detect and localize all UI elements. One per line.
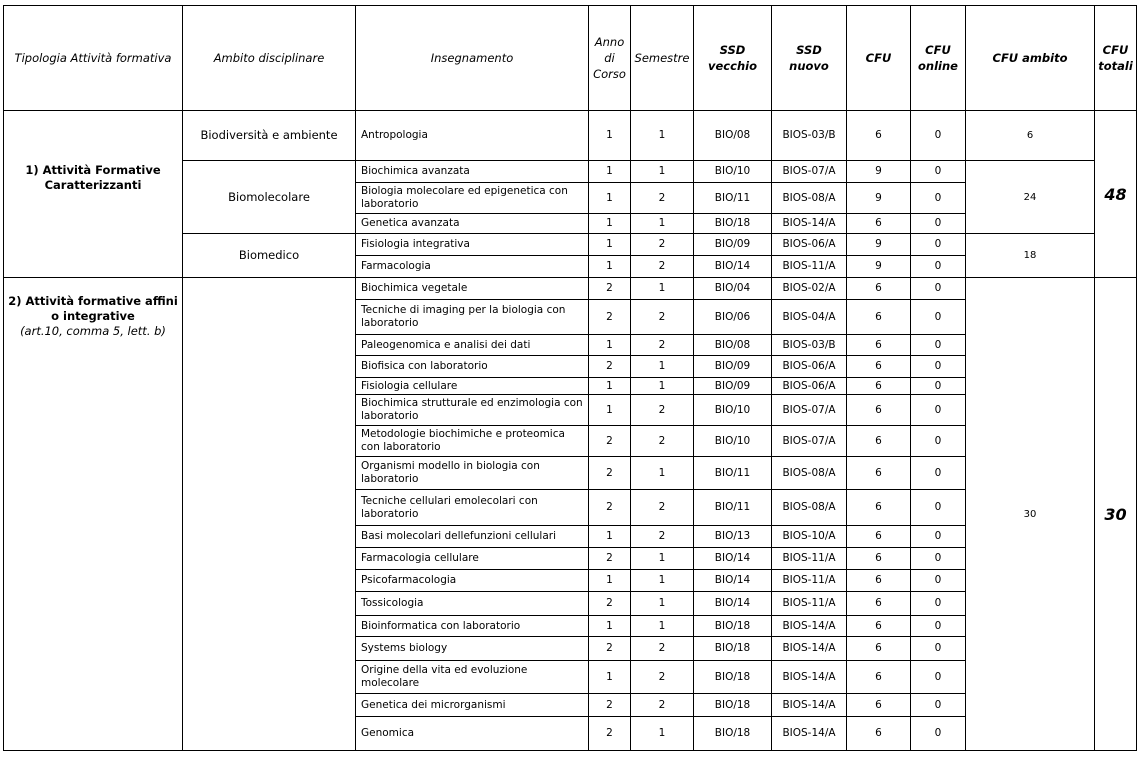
ambito-cell: Biodiversità e ambiente — [183, 111, 356, 161]
semestre-cell: 2 — [631, 234, 694, 256]
ssd-nuovo-cell: BIOS-06/A — [772, 234, 847, 256]
ssd-nuovo-cell: BIOS-07/A — [772, 161, 847, 183]
ssd-vecchio-cell: BIO/08 — [694, 335, 772, 356]
ssd-vecchio-cell: BIO/14 — [694, 548, 772, 570]
semestre-cell: 2 — [631, 694, 694, 717]
cfu-online-cell: 0 — [911, 637, 966, 661]
curriculum-table — [3, 5, 1137, 751]
semestre-cell: 2 — [631, 300, 694, 335]
cfu-online-cell: 0 — [911, 395, 966, 426]
cfu-online-cell: 0 — [911, 426, 966, 457]
insegnamento-cell: Tecniche cellulari emolecolari con laboratorio — [356, 490, 589, 526]
insegnamento-cell: Biochimica avanzata — [356, 161, 589, 183]
cfu-online-cell: 0 — [911, 300, 966, 335]
tipologia-affini — [4, 278, 183, 751]
ssd-nuovo-cell: BIOS-04/A — [772, 300, 847, 335]
anno-cell: 2 — [589, 457, 631, 490]
cfu-cell: 6 — [847, 592, 911, 616]
ssd-nuovo-cell: BIOS-07/A — [772, 426, 847, 457]
cfu-cell: 6 — [847, 335, 911, 356]
anno-cell: 1 — [589, 335, 631, 356]
insegnamento-cell: Organismi modello in biologia con laboratorio — [356, 457, 589, 490]
semestre-cell: 1 — [631, 356, 694, 378]
cfu-online-cell: 0 — [911, 694, 966, 717]
cfu-online-cell: 0 — [911, 526, 966, 548]
cfu-cell: 6 — [847, 111, 911, 161]
ssd-nuovo-cell: BIOS-14/A — [772, 717, 847, 751]
ssd-vecchio-cell: BIO/14 — [694, 570, 772, 592]
anno-cell: 2 — [589, 356, 631, 378]
semestre-cell: 1 — [631, 548, 694, 570]
semestre-cell: 2 — [631, 526, 694, 548]
cfu-cell: 6 — [847, 661, 911, 694]
cfu-cell: 6 — [847, 548, 911, 570]
semestre-cell: 1 — [631, 161, 694, 183]
ssd-vecchio-cell: BIO/09 — [694, 378, 772, 395]
semestre-cell: 2 — [631, 335, 694, 356]
cfu-online-cell: 0 — [911, 457, 966, 490]
ssd-nuovo-cell: BIOS-08/A — [772, 457, 847, 490]
cfu-cell: 6 — [847, 395, 911, 426]
header-cfu-ambito: CFU ambito — [966, 6, 1095, 111]
cfu-cell: 6 — [847, 694, 911, 717]
ssd-nuovo-cell: BIOS-11/A — [772, 256, 847, 278]
ssd-nuovo-cell: BIOS-03/B — [772, 335, 847, 356]
ssd-vecchio-cell: BIO/18 — [694, 637, 772, 661]
insegnamento-cell: Bioinformatica con laboratorio — [356, 616, 589, 637]
ssd-vecchio-cell: BIO/18 — [694, 661, 772, 694]
ssd-nuovo-cell: BIOS-14/A — [772, 214, 847, 234]
header-row — [4, 6, 1137, 111]
cfu-ambito-affini: 30 — [966, 278, 1095, 751]
header-cfu: CFU — [847, 6, 911, 111]
anno-cell: 2 — [589, 426, 631, 457]
cfu-online-cell: 0 — [911, 616, 966, 637]
table-body — [4, 111, 1137, 751]
insegnamento-cell: Origine della vita ed evoluzione molecolare — [356, 661, 589, 694]
cfu-cell: 9 — [847, 183, 911, 214]
cfu-online-cell: 0 — [911, 111, 966, 161]
ssd-vecchio-cell: BIO/14 — [694, 256, 772, 278]
anno-cell: 1 — [589, 395, 631, 426]
ssd-vecchio-cell: BIO/09 — [694, 356, 772, 378]
ssd-nuovo-cell: BIOS-08/A — [772, 490, 847, 526]
anno-cell: 1 — [589, 214, 631, 234]
cfu-cell: 6 — [847, 378, 911, 395]
anno-cell: 1 — [589, 570, 631, 592]
cfu-online-cell: 0 — [911, 661, 966, 694]
cfu-ambito-cell: 24 — [966, 161, 1095, 234]
insegnamento-cell: Tossicologia — [356, 592, 589, 616]
insegnamento-cell: Genomica — [356, 717, 589, 751]
tipologia-affini-note: (art.10, comma 5, lett. b) — [20, 324, 166, 338]
cfu-online-cell: 0 — [911, 548, 966, 570]
cfu-online-cell: 0 — [911, 490, 966, 526]
insegnamento-cell: Biofisica con laboratorio — [356, 356, 589, 378]
insegnamento-cell: Fisiologia integrativa — [356, 234, 589, 256]
semestre-cell: 2 — [631, 661, 694, 694]
ssd-vecchio-cell: BIO/11 — [694, 490, 772, 526]
semestre-cell: 1 — [631, 570, 694, 592]
ssd-nuovo-cell: BIOS-10/A — [772, 526, 847, 548]
insegnamento-cell: Farmacologia cellulare — [356, 548, 589, 570]
semestre-cell: 1 — [631, 214, 694, 234]
ambito-cell: Biomedico — [183, 234, 356, 278]
cfu-online-cell: 0 — [911, 234, 966, 256]
semestre-cell: 2 — [631, 395, 694, 426]
header-insegnamento: Insegnamento — [356, 6, 589, 111]
ssd-vecchio-cell: BIO/18 — [694, 717, 772, 751]
cfu-ambito-cell: 18 — [966, 234, 1095, 278]
semestre-cell: 2 — [631, 183, 694, 214]
insegnamento-cell: Antropologia — [356, 111, 589, 161]
anno-cell: 2 — [589, 300, 631, 335]
insegnamento-cell: Genetica avanzata — [356, 214, 589, 234]
insegnamento-cell: Paleogenomica e analisi dei dati — [356, 335, 589, 356]
cfu-cell: 9 — [847, 256, 911, 278]
cfu-ambito-cell: 6 — [966, 111, 1095, 161]
insegnamento-cell: Biochimica vegetale — [356, 278, 589, 300]
semestre-cell: 1 — [631, 592, 694, 616]
ssd-vecchio-cell: BIO/10 — [694, 426, 772, 457]
semestre-cell: 1 — [631, 457, 694, 490]
cfu-totali-affini: 30 — [1095, 278, 1137, 751]
ssd-vecchio-cell: BIO/18 — [694, 616, 772, 637]
semestre-cell: 2 — [631, 490, 694, 526]
ssd-nuovo-cell: BIOS-14/A — [772, 616, 847, 637]
ssd-nuovo-cell: BIOS-14/A — [772, 637, 847, 661]
anno-cell: 1 — [589, 616, 631, 637]
cfu-cell: 6 — [847, 490, 911, 526]
semestre-cell: 1 — [631, 111, 694, 161]
ssd-vecchio-cell: BIO/11 — [694, 183, 772, 214]
insegnamento-cell: Genetica dei microrganismi — [356, 694, 589, 717]
cfu-cell: 6 — [847, 426, 911, 457]
insegnamento-cell: Basi molecolari dellefunzioni cellulari — [356, 526, 589, 548]
anno-cell: 2 — [589, 548, 631, 570]
ssd-nuovo-cell: BIOS-08/A — [772, 183, 847, 214]
insegnamento-cell: Biologia molecolare ed epigenetica con laboratorio — [356, 183, 589, 214]
ssd-vecchio-cell: BIO/10 — [694, 395, 772, 426]
ssd-vecchio-cell: BIO/18 — [694, 214, 772, 234]
anno-cell: 2 — [589, 694, 631, 717]
cfu-online-cell: 0 — [911, 378, 966, 395]
ssd-nuovo-cell: BIOS-11/A — [772, 592, 847, 616]
ssd-nuovo-cell: BIOS-11/A — [772, 548, 847, 570]
insegnamento-cell: Biochimica strutturale ed enzimologia con laboratorio — [356, 395, 589, 426]
table-row — [4, 111, 1137, 161]
ambito-cell-empty — [183, 278, 356, 751]
insegnamento-cell: Psicofarmacologia — [356, 570, 589, 592]
cfu-online-cell: 0 — [911, 214, 966, 234]
cfu-cell: 6 — [847, 278, 911, 300]
ssd-vecchio-cell: BIO/11 — [694, 457, 772, 490]
ssd-nuovo-cell: BIOS-14/A — [772, 661, 847, 694]
semestre-cell: 1 — [631, 378, 694, 395]
ssd-vecchio-cell: BIO/13 — [694, 526, 772, 548]
ssd-vecchio-cell: BIO/08 — [694, 111, 772, 161]
insegnamento-cell: Tecniche di imaging per la biologia con laboratorio — [356, 300, 589, 335]
table-row — [4, 278, 1137, 300]
anno-cell: 2 — [589, 490, 631, 526]
cfu-online-cell: 0 — [911, 335, 966, 356]
cfu-online-cell: 0 — [911, 717, 966, 751]
ssd-nuovo-cell: BIOS-07/A — [772, 395, 847, 426]
cfu-cell: 9 — [847, 234, 911, 256]
ssd-vecchio-cell: BIO/06 — [694, 300, 772, 335]
header-semestre: Semestre — [631, 6, 694, 111]
ssd-vecchio-cell: BIO/04 — [694, 278, 772, 300]
ambito-cell: Biomolecolare — [183, 161, 356, 234]
insegnamento-cell: Farmacologia — [356, 256, 589, 278]
cfu-cell: 6 — [847, 717, 911, 751]
anno-cell: 2 — [589, 592, 631, 616]
anno-cell: 1 — [589, 661, 631, 694]
anno-cell: 1 — [589, 256, 631, 278]
semestre-cell: 2 — [631, 256, 694, 278]
tipologia-affini-label: 2) Attività formative affini o integrative — [8, 294, 178, 323]
insegnamento-cell: Metodologie biochimiche e proteomica con laboratorio — [356, 426, 589, 457]
header-anno: Anno di Corso — [589, 6, 631, 111]
cfu-online-cell: 0 — [911, 161, 966, 183]
header-ssd-nuovo: SSD nuovo — [772, 6, 847, 111]
cfu-cell: 6 — [847, 616, 911, 637]
cfu-cell: 9 — [847, 161, 911, 183]
ssd-nuovo-cell: BIOS-06/A — [772, 378, 847, 395]
anno-cell: 1 — [589, 234, 631, 256]
anno-cell: 1 — [589, 183, 631, 214]
anno-cell: 1 — [589, 111, 631, 161]
cfu-online-cell: 0 — [911, 256, 966, 278]
cfu-online-cell: 0 — [911, 183, 966, 214]
ssd-nuovo-cell: BIOS-11/A — [772, 570, 847, 592]
ssd-vecchio-cell: BIO/18 — [694, 694, 772, 717]
header-ambito: Ambito disciplinare — [183, 6, 356, 111]
ssd-vecchio-cell: BIO/14 — [694, 592, 772, 616]
anno-cell: 2 — [589, 717, 631, 751]
ssd-vecchio-cell: BIO/09 — [694, 234, 772, 256]
header-ssd-vecchio: SSD vecchio — [694, 6, 772, 111]
cfu-cell: 6 — [847, 300, 911, 335]
cfu-totali-caratterizzanti: 48 — [1095, 111, 1137, 278]
semestre-cell: 1 — [631, 717, 694, 751]
ssd-vecchio-cell: BIO/10 — [694, 161, 772, 183]
cfu-cell: 6 — [847, 637, 911, 661]
anno-cell: 2 — [589, 637, 631, 661]
cfu-cell: 6 — [847, 570, 911, 592]
cfu-online-cell: 0 — [911, 356, 966, 378]
tipologia-caratterizzanti: 1) Attività Formative Caratterizzanti — [4, 111, 183, 278]
semestre-cell: 2 — [631, 426, 694, 457]
cfu-online-cell: 0 — [911, 278, 966, 300]
semestre-cell: 2 — [631, 637, 694, 661]
cfu-online-cell: 0 — [911, 570, 966, 592]
insegnamento-cell: Systems biology — [356, 637, 589, 661]
anno-cell: 1 — [589, 378, 631, 395]
anno-cell: 2 — [589, 278, 631, 300]
cfu-cell: 6 — [847, 526, 911, 548]
insegnamento-cell: Fisiologia cellulare — [356, 378, 589, 395]
cfu-cell: 6 — [847, 214, 911, 234]
anno-cell: 1 — [589, 526, 631, 548]
ssd-nuovo-cell: BIOS-02/A — [772, 278, 847, 300]
cfu-online-cell: 0 — [911, 592, 966, 616]
ssd-nuovo-cell: BIOS-14/A — [772, 694, 847, 717]
ssd-nuovo-cell: BIOS-06/A — [772, 356, 847, 378]
header-cfu-totali: CFU totali — [1095, 6, 1137, 111]
anno-cell: 1 — [589, 161, 631, 183]
semestre-cell: 1 — [631, 278, 694, 300]
cfu-cell: 6 — [847, 356, 911, 378]
cfu-cell: 6 — [847, 457, 911, 490]
semestre-cell: 1 — [631, 616, 694, 637]
header-tipologia: Tipologia Attività formativa — [4, 6, 183, 111]
header-cfu-online: CFU online — [911, 6, 966, 111]
ssd-nuovo-cell: BIOS-03/B — [772, 111, 847, 161]
